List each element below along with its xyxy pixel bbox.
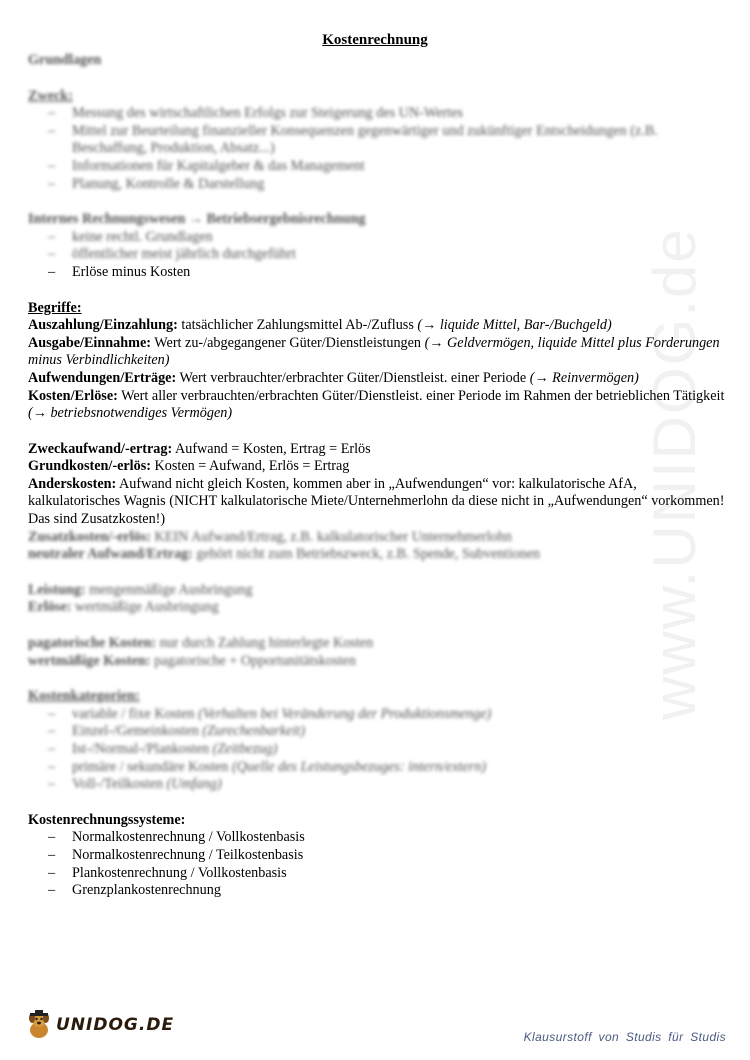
definition-aufwendungen: Aufwendungen/Erträge: Wert verbrauchter/erbrachter Güter/Dienstleist. einer Periode (→ Reinvermögen) bbox=[28, 369, 639, 386]
internes-heading: Internes Rechnungswesen → Betriebsergebnisrechnung bbox=[28, 211, 366, 228]
list-item: – Erlöse minus Kosten bbox=[48, 264, 728, 282]
list-item: – Mittel zur Beurteilung finanzieller Konsequenzen gegenwärtiger und zukünftiger Entscheidungen (z.B. Beschaffung, Produktion, Absatz...) bbox=[48, 123, 728, 158]
definition-ausgabe: Ausgabe/Einnahme: Wert zu-/abgegangener Güter/Dienstleistungen (→ Geldvermögen, liquide Mittel plus Forderungen minus Verbindlichkeiten) bbox=[28, 334, 720, 369]
zweck-list bbox=[28, 105, 728, 193]
dog-icon bbox=[26, 1010, 52, 1040]
definition-leistung: Leistung: mengenmäßige Ausbringung bbox=[28, 581, 253, 598]
list-item: – keine rechtl. Grundlagen bbox=[48, 229, 728, 247]
watermark: www.UNIDOG.de bbox=[641, 227, 708, 720]
definition-zweckaufwand: Zweckaufwand/-ertrag: Aufwand = Kosten, Ertrag = Erlös bbox=[28, 440, 371, 457]
logo-text: UNIDOG.DE bbox=[56, 1015, 175, 1035]
zweck-heading: Zweck: bbox=[28, 87, 73, 104]
definition-anderskosten: Anderskosten: Aufwand nicht gleich Kosten, kommen aber in „Aufwendungen“ vor: kalkulatorische AfA, kalkulatorisches Wagnis (NICHT kalkulatorische Miete/Unternehmerlohn da diese nicht in „Aufwendungen“ vorkommen! Das sind Zusatzkosten!) bbox=[28, 475, 725, 528]
list-item: – öffentlicher meist jährlich durchgeführt bbox=[48, 246, 728, 264]
definition-kosten: Kosten/Erlöse: Wert aller verbrauchten/erbrachten Güter/Dienstleist. einer Periode im Rahmen der betrieblichen Tätigkeit (→ betriebsnotwendiges Vermögen) bbox=[28, 387, 725, 422]
list-item: – Grenzplankostenrechnung bbox=[48, 882, 728, 900]
page-title: Kostenrechnung bbox=[322, 32, 428, 48]
list-item: – Informationen für Kapitalgeber & das Management bbox=[48, 158, 728, 176]
list-item: – variable / fixe Kosten (Verhalten bei Veränderung der Produktionsmenge) bbox=[48, 706, 728, 724]
definition-zusatzkosten: Zusatzkosten/-erlös: KEIN Aufwand/Ertrag, z.B. kalkulatorischer Unternehmerlohn bbox=[28, 528, 512, 545]
list-item: – Einzel-/Gemeinkosten (Zurechenbarkeit) bbox=[48, 723, 728, 741]
kostenkategorien-list bbox=[28, 706, 728, 794]
unidog-logo[interactable] bbox=[26, 1010, 174, 1040]
footer-tagline: Klausurstoff von Studis für Studis bbox=[523, 1030, 726, 1044]
definition-erloese: Erlöse: wertmäßige Ausbringung bbox=[28, 599, 219, 616]
definition-neutraler-aufwand: neutraler Aufwand/Ertrag: gehört nicht zum Betriebszweck, z.B. Spende, Subventionen bbox=[28, 546, 540, 563]
definition-auszahlung: Auszahlung/Einzahlung: tatsächlicher Zahlungsmittel Ab-/Zufluss (→ liquide Mittel, Bar-/Buchgeld) bbox=[28, 317, 612, 334]
list-item: – Normalkostenrechnung / Vollkostenbasis bbox=[48, 829, 728, 847]
list-item: – primäre / sekundäre Kosten (Quelle des Leistungsbezuges: intern/extern) bbox=[48, 759, 728, 777]
section-grundlagen: Grundlagen bbox=[28, 52, 102, 68]
definition-grundkosten: Grundkosten/-erlös: Kosten = Aufwand, Erlös = Ertrag bbox=[28, 458, 350, 475]
list-item: – Normalkostenrechnung / Teilkostenbasis bbox=[48, 847, 728, 865]
list-item: – Voll-/Teilkosten (Umfang) bbox=[48, 776, 728, 794]
internes-list bbox=[28, 229, 728, 282]
definition-pagatorische-kosten: pagatorische Kosten: nur durch Zahlung hinterlegte Kosten bbox=[28, 635, 374, 652]
list-item: – Ist-/Normal-/Plankosten (Zeitbezug) bbox=[48, 741, 728, 759]
systeme-list bbox=[28, 829, 728, 899]
list-item: – Plankostenrechnung / Vollkostenbasis bbox=[48, 865, 728, 883]
kostenkategorien-heading: Kostenkategorien: bbox=[28, 688, 140, 705]
begriffe-heading: Begriffe: bbox=[28, 299, 82, 316]
definition-wertmaessige-kosten: wertmäßige Kosten: pagatorische + Opportunitätskosten bbox=[28, 652, 356, 669]
document-body bbox=[28, 52, 728, 900]
list-item: – Planung, Kontrolle & Darstellung bbox=[48, 176, 728, 194]
list-item: – Messung des wirtschaftlichen Erfolgs zur Steigerung des UN-Wertes bbox=[48, 105, 728, 123]
systeme-heading: Kostenrechnungssysteme: bbox=[28, 811, 186, 828]
